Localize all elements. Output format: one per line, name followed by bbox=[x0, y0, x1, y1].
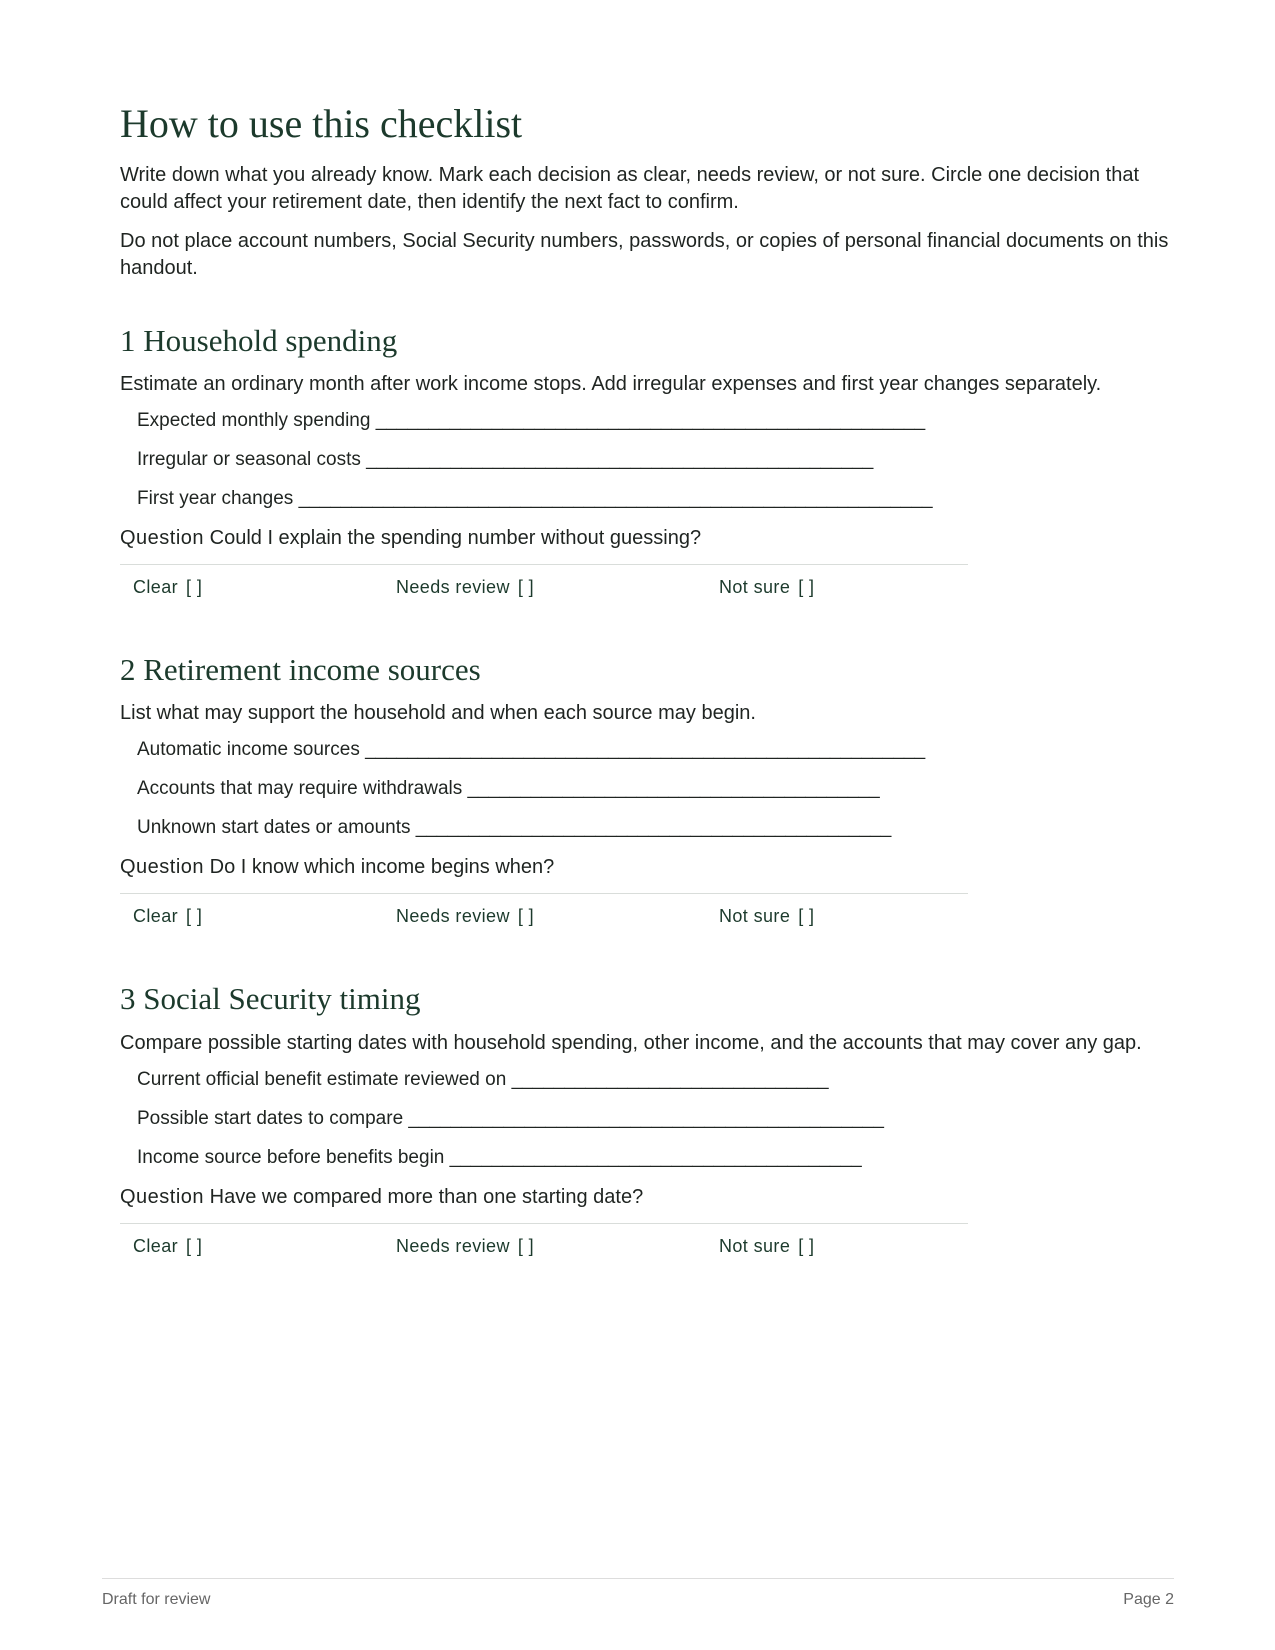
field-unknown-start-dates[interactable]: Unknown start dates or amounts _____________________________________________ bbox=[137, 817, 892, 839]
question-text: Could I explain the spending number without guessing? bbox=[209, 527, 702, 550]
status-row bbox=[120, 564, 968, 611]
clear-checkbox[interactable]: [ ] bbox=[186, 577, 203, 598]
status-not-sure[interactable] bbox=[719, 577, 814, 598]
status-needs-review[interactable] bbox=[396, 577, 534, 598]
section-question bbox=[120, 525, 1170, 551]
field-benefit-estimate-reviewed[interactable]: Current official benefit estimate reviewed on ______________________________ bbox=[137, 1068, 829, 1090]
not-sure-checkbox[interactable]: [ ] bbox=[798, 906, 815, 927]
clear-checkbox[interactable]: [ ] bbox=[186, 1235, 203, 1256]
status-needs-review[interactable] bbox=[396, 1236, 534, 1257]
footer-page-number: Page 2 bbox=[1123, 1591, 1174, 1608]
page-title: How to use this checklist bbox=[120, 101, 523, 146]
field-first-year-changes[interactable]: First year changes ____________________________________________________________ bbox=[137, 488, 933, 510]
section-intro: Estimate an ordinary month after work income stops. Add irregular expenses and first year changes separately. bbox=[120, 373, 1102, 396]
section-question bbox=[120, 1184, 1170, 1210]
section-title: 3 Social Security timing bbox=[120, 981, 421, 1017]
section-social-security-timing bbox=[120, 980, 1170, 1269]
status-clear-label: Clear bbox=[133, 577, 179, 598]
field-irregular-seasonal-costs[interactable]: Irregular or seasonal costs ________________________________________________ bbox=[137, 449, 874, 471]
question-text: Have we compared more than one starting date? bbox=[209, 1185, 644, 1208]
checklist-page bbox=[120, 100, 1170, 1270]
question-label: Question bbox=[120, 856, 205, 879]
question-label: Question bbox=[120, 527, 205, 550]
not-sure-checkbox[interactable]: [ ] bbox=[798, 1235, 815, 1256]
status-clear-label: Clear bbox=[133, 1235, 179, 1256]
field-income-before-benefits[interactable]: Income source before benefits begin _______________________________________ bbox=[137, 1146, 862, 1168]
status-needs-review-label: Needs review bbox=[396, 1235, 510, 1256]
not-sure-checkbox[interactable]: [ ] bbox=[798, 577, 815, 598]
privacy-warning-paragraph: Do not place account numbers, Social Security numbers, passwords, or copies of personal financial documents on this handout. bbox=[120, 230, 1169, 279]
instructions-paragraph: Write down what you already know. Mark each decision as clear, needs review, or not sure. Circle one decision that could affect your retirement date, then identify the next fact to confirm. bbox=[120, 164, 1140, 213]
status-not-sure[interactable] bbox=[719, 1236, 814, 1257]
needs-review-checkbox[interactable]: [ ] bbox=[517, 1235, 535, 1256]
status-clear-label: Clear bbox=[133, 906, 179, 927]
status-needs-review-label: Needs review bbox=[396, 577, 510, 598]
status-not-sure-label: Not sure bbox=[719, 906, 791, 927]
section-question bbox=[120, 854, 1170, 880]
status-row bbox=[120, 1223, 968, 1270]
clear-checkbox[interactable]: [ ] bbox=[186, 906, 203, 927]
question-label: Question bbox=[120, 1185, 205, 1208]
status-clear[interactable] bbox=[133, 1236, 202, 1257]
section-title: 2 Retirement income sources bbox=[120, 652, 481, 688]
status-needs-review-label: Needs review bbox=[396, 906, 510, 927]
footer-draft-label: Draft for review bbox=[102, 1591, 211, 1608]
section-retirement-income-sources bbox=[120, 651, 1170, 940]
needs-review-checkbox[interactable]: [ ] bbox=[517, 906, 535, 927]
field-automatic-income-sources[interactable]: Automatic income sources _____________________________________________________ bbox=[137, 739, 926, 761]
question-text: Do I know which income begins when? bbox=[209, 856, 555, 879]
status-not-sure[interactable] bbox=[719, 906, 814, 927]
section-intro: Compare possible starting dates with household spending, other income, and the accounts that may cover any gap. bbox=[120, 1031, 1142, 1054]
section-title: 1 Household spending bbox=[120, 323, 398, 358]
needs-review-checkbox[interactable]: [ ] bbox=[517, 577, 535, 598]
field-expected-monthly-spending[interactable]: Expected monthly spending ____________________________________________________ bbox=[137, 410, 926, 432]
status-not-sure-label: Not sure bbox=[719, 1235, 791, 1256]
status-clear[interactable] bbox=[133, 906, 202, 927]
section-household-spending bbox=[120, 322, 1170, 611]
section-intro: List what may support the household and when each source may begin. bbox=[120, 702, 756, 725]
page-footer bbox=[102, 1578, 1174, 1609]
status-clear[interactable] bbox=[133, 577, 202, 598]
field-accounts-requiring-withdrawals[interactable]: Accounts that may require withdrawals _______________________________________ bbox=[137, 778, 880, 800]
field-possible-start-dates[interactable]: Possible start dates to compare _____________________________________________ bbox=[137, 1107, 884, 1129]
status-row bbox=[120, 893, 968, 940]
status-needs-review[interactable] bbox=[396, 906, 534, 927]
status-not-sure-label: Not sure bbox=[719, 577, 791, 598]
